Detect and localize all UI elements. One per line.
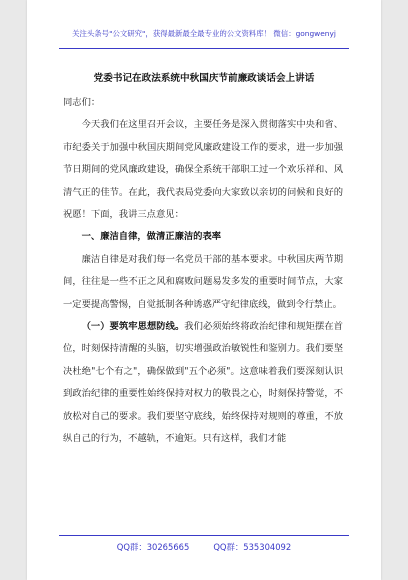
section-1-paragraph: 廉洁自律是对我们每一名党员干部的基本要求。中秋国庆两节期间，往往是一些不正之风和腐败问题易发多发的重要时间节点，大家一定要提高警惕，自觉抵制各种诱惑严守纪律底线，做到令行禁止。 bbox=[63, 253, 343, 310]
section-heading-1: 一、廉洁自律，做清正廉洁的表率 bbox=[81, 231, 222, 243]
document-title: 党委书记在政法系统中秋国庆节前廉政谈话会上讲话 bbox=[93, 73, 315, 84]
document-body bbox=[63, 92, 343, 451]
page-header-banner: 关注头条号"公文研究"，获得最新最全最专业的公文资料库！ 微信：gongwenyj bbox=[72, 29, 336, 38]
footer-qq-group-2: QQ群：535304092 bbox=[213, 542, 292, 552]
subsection-1-paragraph bbox=[63, 316, 343, 450]
intro-paragraph: 今天我们在这里召开会议，主要任务是深入贯彻落实中央和省、市纪委关于加强中秋国庆期间党风廉政建设工作的要求，进一步加强节日期间的党风廉政建设，确保全系统干部职工过一个欢乐祥和、风清气正的佳节。在此，我代表局党委向大家致以亲切的问候和良好的祝愿！下面，我讲三点意见： bbox=[63, 119, 343, 221]
subsection-1-text: 我们必须始终将政治纪律和规矩摆在首位，时刻保持清醒的头脑，切实增强政治敏锐性和鉴别力。我们要坚决杜绝"七个有之"，确保做到"五个必须"。这意味着我们要深刻认识到政治纪律的重要性始终保持对权力的敬畏之心，时刻保持警觉，不放松对自己的要求。我们要坚守底线，始终保持对规则的尊重，不放纵自己的行为，不越轨，不逾矩。只有这样，我们才能 bbox=[63, 321, 343, 445]
subsection-1-label: （一）要筑牢思想防线。 bbox=[81, 321, 185, 333]
page-footer bbox=[27, 541, 381, 553]
greeting: 同志们： bbox=[63, 97, 101, 108]
footer-qq-group-1: QQ群：30265665 bbox=[116, 542, 190, 552]
footer-divider bbox=[59, 535, 349, 536]
header-divider bbox=[59, 48, 349, 49]
document-page bbox=[27, 0, 381, 580]
